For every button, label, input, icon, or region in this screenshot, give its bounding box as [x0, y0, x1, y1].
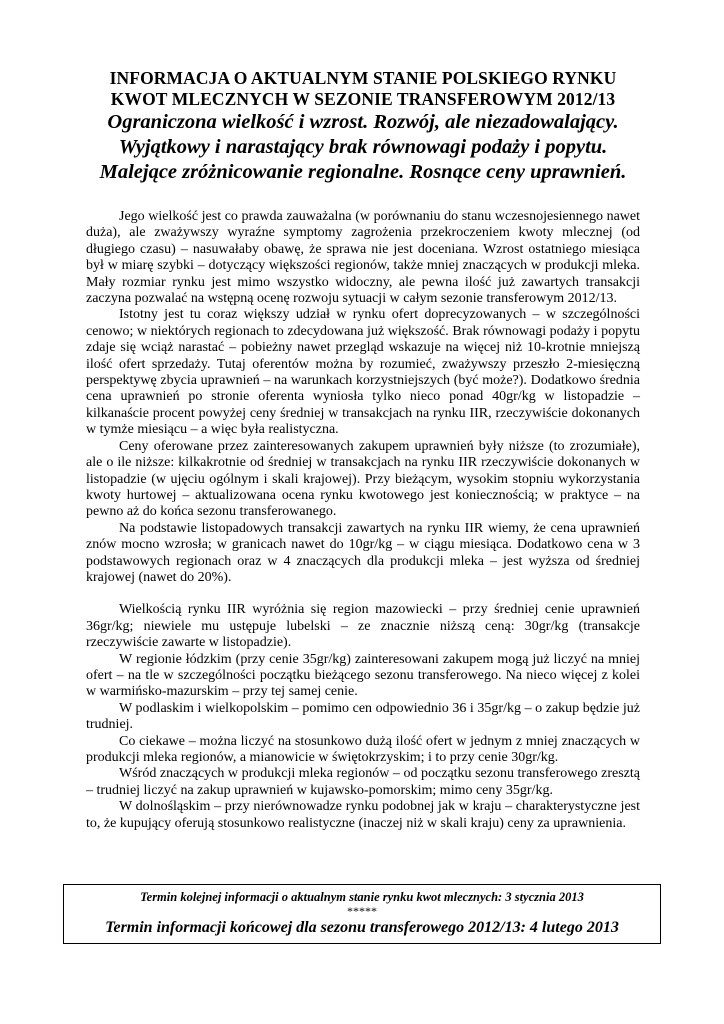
document-subtitle-line-2: Wyjątkowy i narastający brak równowagi podaży i popytu. — [118, 136, 608, 158]
body-paragraph-3: Ceny oferowane przez zainteresowanych zakupem uprawnień były niższe (to zrozumiałe), ale o ile niższe: kilkakrotnie od średniej w transakcjach na rynku IIR rzeczywiście dokonanych w listopadzie (w ujęciu ogólnym i skali krajowej). Przy bieżącym, wysokim stopniu wykorzystania kwoty hurtowej – aktualizowana ocena rynku kwotowego jest koniecznością; w praktyce – na pewno aż do końca sezonu transferowanego. — [86, 438, 640, 520]
footer-separator: ***** — [347, 904, 377, 918]
document-body — [86, 209, 640, 832]
body-paragraph-1: Jego wielkość jest co prawda zauważalna (w porównaniu do stanu wczesnojesiennego nawet duża), ale zważywszy wyraźne symptomy zagrożenia przekroczeniem kwoty mlecznej (od długiego czasu) – nasuwałaby obawę, że sprawa nie jest doceniana. Wzrost ostatniego miesiąca był w miarę szybki – dotyczący większości regionów, także mniej znaczących w produkcji mleka. Mały rozmiar rynku jest mimo wszystko widoczny, ale pewna ilość już zawartych transakcji zaczyna pozwalać na wstępną ocenę rozwoju sytuacji w całym sezonie transferowym 2012/13. — [86, 209, 640, 307]
body-paragraph-9: Wśród znaczących w produkcji mleka regionów – od początku sezonu transferowego zresztą – trudniej liczyć na zakup uprawnień w kujawsko-pomorskim; mimo ceny 35gr/kg. — [86, 766, 640, 798]
title-block — [86, 68, 640, 185]
body-paragraph-5: Wielkością rynku IIR wyróżnia się region mazowiecki – przy średniej cenie uprawnień 36gr/kg; niewiele mu ustępuje lubelski – ze znacznie niższą ceną: 30gr/kg (transakcje rzeczywiście zawarte w listopadzie). — [86, 602, 640, 651]
next-info-date: Termin kolejnej informacji o aktualnym stanie rynku kwot mlecznych: 3 stycznia 2013 — [140, 890, 584, 904]
body-paragraph-7: W podlaskim i wielkopolskim – pomimo cen odpowiednio 36 i 35gr/kg – o zakup będzie już trudniej. — [86, 700, 640, 733]
body-paragraph-10: W dolnośląskim – przy nierównowadze rynku podobnej jak w kraju – charakterystyczne jest to, że kupujący oferują stosunkowo realistyczne (inaczej niż w skali kraju) ceny za uprawnienia. — [86, 799, 640, 831]
final-info-date: Termin informacji końcowej dla sezonu transferowego 2012/13: 4 lutego 2013 — [105, 919, 619, 936]
body-paragraph-6: W regionie łódzkim (przy cenie 35gr/kg) zainteresowani zakupem mogą już liczyć na mniej ofert – na tle w szczególności początku bieżącego sezonu transferowego. Na nieco więcej z kolei w warmińsko-mazurskim – przy tej samej cenie. — [86, 651, 640, 700]
document-title-line-1: INFORMACJA O AKTUALNYM STANIE POLSKIEGO RYNKU — [109, 68, 617, 88]
document-subtitle-line-1: Ograniczona wielkość i wzrost. Rozwój, ale niezadowalający. — [107, 111, 619, 133]
footer-box — [63, 884, 661, 944]
body-paragraph-2: Istotny jest tu coraz większy udział w rynku ofert doprecyzowanych – w szczególności cenowo; w niektórych regionach to zdecydowana już większość. Brak równowagi podaży i popytu zdaje się wciąż narastać – pobieżny nawet przegląd wskazuje na więcej niż 10-krotnie mniejszą ilość ofert sprzedaży. Tutaj oferentów można by rozumieć, zważywszy przeszło 2-miesięczną perspektywę zbycia uprawnień – na warunkach korzystniejszych (być może?). Dodatkowo średnia cena uprawnień po stronie oferenta wyniosła tylko nieco ponad 40gr/kg w listopadzie – kilkanaście procent powyżej ceny średniej w transakcjach na rynku IIR, rzeczywiście dokonanych w tymże miesiącu – a więc była realistyczna. — [86, 307, 640, 438]
document-title-line-2: KWOT MLECZNYCH W SEZONIE TRANSFEROWYM 2012/13 — [110, 89, 616, 109]
body-paragraph-8: Co ciekawe – można liczyć na stosunkowo dużą ilość ofert w jednym z mniej znaczących w produkcji mleka regionów, a mianowicie w świętokrzyskim; i to przy cenie 30gr/kg. — [86, 733, 640, 765]
body-paragraph-4: Na podstawie listopadowych transakcji zawartych na rynku IIR wiemy, że cena uprawnień znów mocno wzrosła; w granicach nawet do 10gr/kg – w ciągu miesiąca. Dodatkowo cena w 3 podstawowych regionach oraz w 4 znaczących dla produkcji mleka – jest wyższa od średniej krajowej (nawet do 20%). — [86, 520, 640, 585]
document-subtitle-line-3: Malejące zróżnicowanie regionalne. Rosnące ceny uprawnień. — [99, 161, 627, 183]
